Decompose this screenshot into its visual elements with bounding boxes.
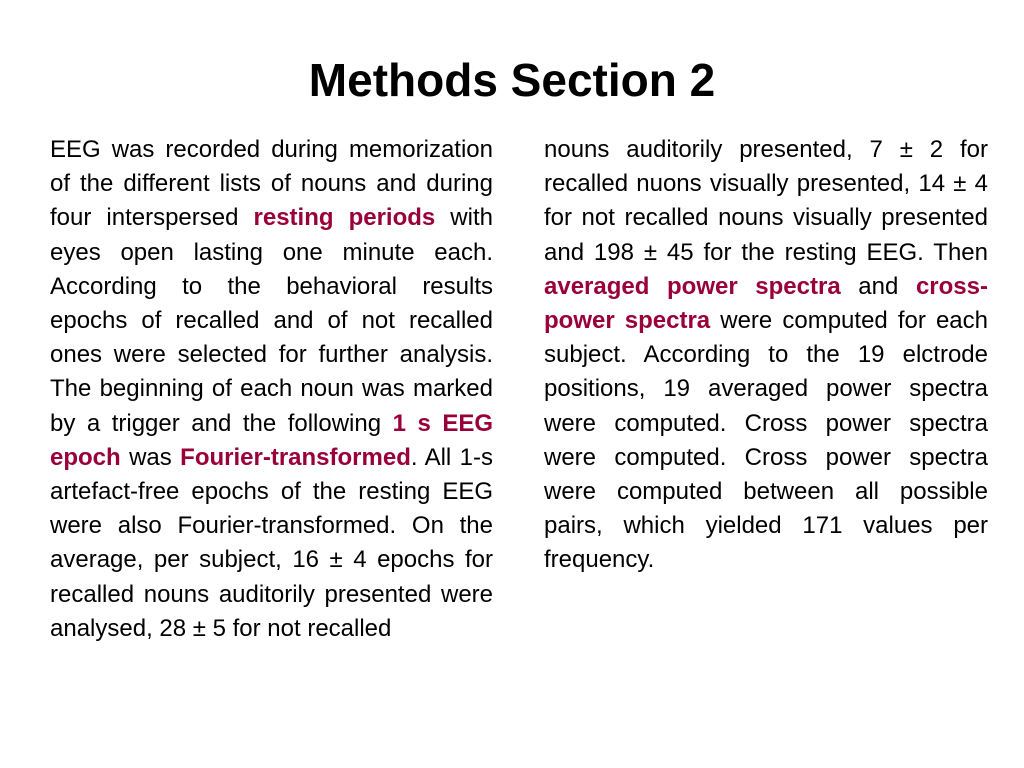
left-text-column <box>50 133 493 646</box>
text-run: EEG was recorded during memorization of the different lists of nouns and during four interspersed <box>50 136 493 232</box>
right-text-column <box>544 133 988 578</box>
highlighted-term: resting periods <box>253 204 436 232</box>
highlighted-term: Fourier-transformed <box>180 443 411 471</box>
text-run: with eyes open lasting one minute each. According to the behavioral results epochs of recalled and of not recalled ones were selected for further analysis. The beginning of each noun was marked by a trigger and the following <box>50 204 493 437</box>
slide-title: Methods Section 2 <box>308 54 716 106</box>
text-run: and <box>840 272 916 300</box>
highlighted-term: averaged power spectra <box>544 272 841 300</box>
text-run: was <box>120 443 181 471</box>
text-run: were computed for each subject. According to the 19 elctrode positions, 19 averaged power spectra were computed. Cross power spectra were computed. Cross power spectra were computed between all possible pairs, which yielded 171 values per frequency. <box>544 307 988 574</box>
text-run: nouns auditorily presented, 7 ± 2 for recalled nuons visually presented, 14 ± 4 for not recalled nouns visually presented and 198 ± 45 for the resting EEG. Then <box>544 136 988 266</box>
highlighted-term: cross-power spectra <box>544 272 988 335</box>
highlighted-term: 1 s EEG epoch <box>50 409 493 471</box>
text-run: . All 1-s artefact-free epochs of the resting EEG were also Fourier-transformed. On the average, per subject, 16 ± 4 epochs for recalled nouns auditorily presented were analysed, 28 ± 5 for not recalled <box>50 443 493 642</box>
